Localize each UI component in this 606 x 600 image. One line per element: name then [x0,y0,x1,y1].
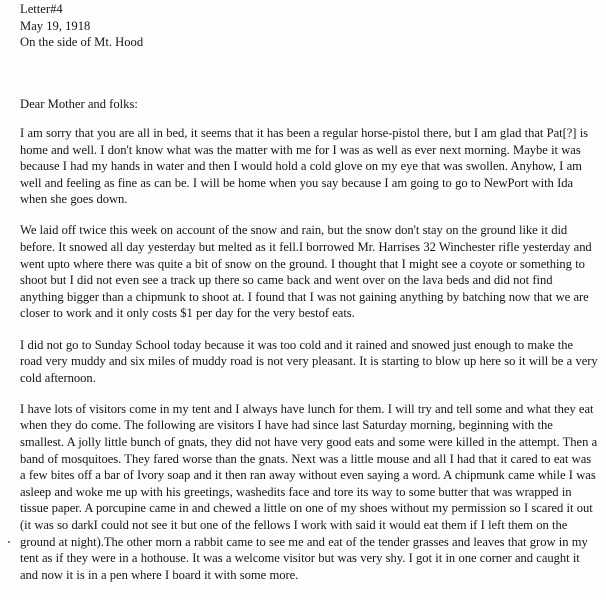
scan-speck [8,541,10,543]
paragraph-3: I did not go to Sunday School today because it was too cold and it rained and snowed just enough to make the road very muddy and six miles of muddy road is not very pleasant. It is starting to blow up here so it will be a very cold afternoon. [20,337,598,385]
paragraph-1: I am sorry that you are all in bed, it seems that it has been a regular horse-pistol there, but I am glad that Pat[?] is home and well. I don't know what was the matter with me for I was as well as ever next morning. Maybe it was because I had my hands in water and then I would hold a cold glove on my eye that was swollen. Anyhow, I am well and feeling as fine as can be. I will be home when you say because I am going to go to NewPort with Ida when she goes down. [20,126,588,207]
paragraph-2: We laid off twice this week on account of the snow and rain, but the snow don't stay on the ground like it did before. It snowed all day yesterday but melted as it fell.I borrowed Mr. Harrises 32 Winchester rifle yesterday and went upto where there was quite a bit of snow on the ground. I thought that I might see a coyote or something to shoot but I did not even see a track up there so came back and went over on the lava beds and did not find anything bigger than a chipmunk to shoot at. I found that I was not gaining anything by batching now that we are closer to work and it only costs $1 per day for the very bestof eats. [20,223,592,321]
letter-body [20,125,598,598]
letter-date: May 19, 1918 [20,18,91,33]
letter-header [20,1,580,51]
paragraph-4: I have lots of visitors come in my tent and I always have lunch for them. I will try and tell some and what they eat when they do come. The following are visitors I have had since last Saturday morning, beginning with the smallest. A jolly little bunch of gnats, they did not have very good eats and some were killed in the attempt. Then a band of mosquitoes. They fared worse than the gnats. Next was a little mouse and all I had that it cared to eat was a few bites off a bar of Ivory soap and it then ran away without even saying a word. A chipmunk came while I was asleep and woke me up with his greetings, washedits face and tore its way to some butter that was wrapped in tissue paper. A porcupine came in and chewed a little on one of my shoes without my permission so I scared it out (it was so darkI could not see it but one of the fellows I work with said it would eat them if I left them on the ground at night).The other morn a rabbit came to see me and eat of the tender grasses and leaves that grow in my tent as if they were in a hothouse. It was a welcome visitor but was very shy. I got it in one corner and caught it and now it is in a pen where I board it with some more. [20,401,598,582]
salutation: Dear Mother and folks: [20,97,138,111]
letter-number: Letter#4 [20,2,63,16]
letter-place: On the side of Mt. Hood [20,35,144,50]
